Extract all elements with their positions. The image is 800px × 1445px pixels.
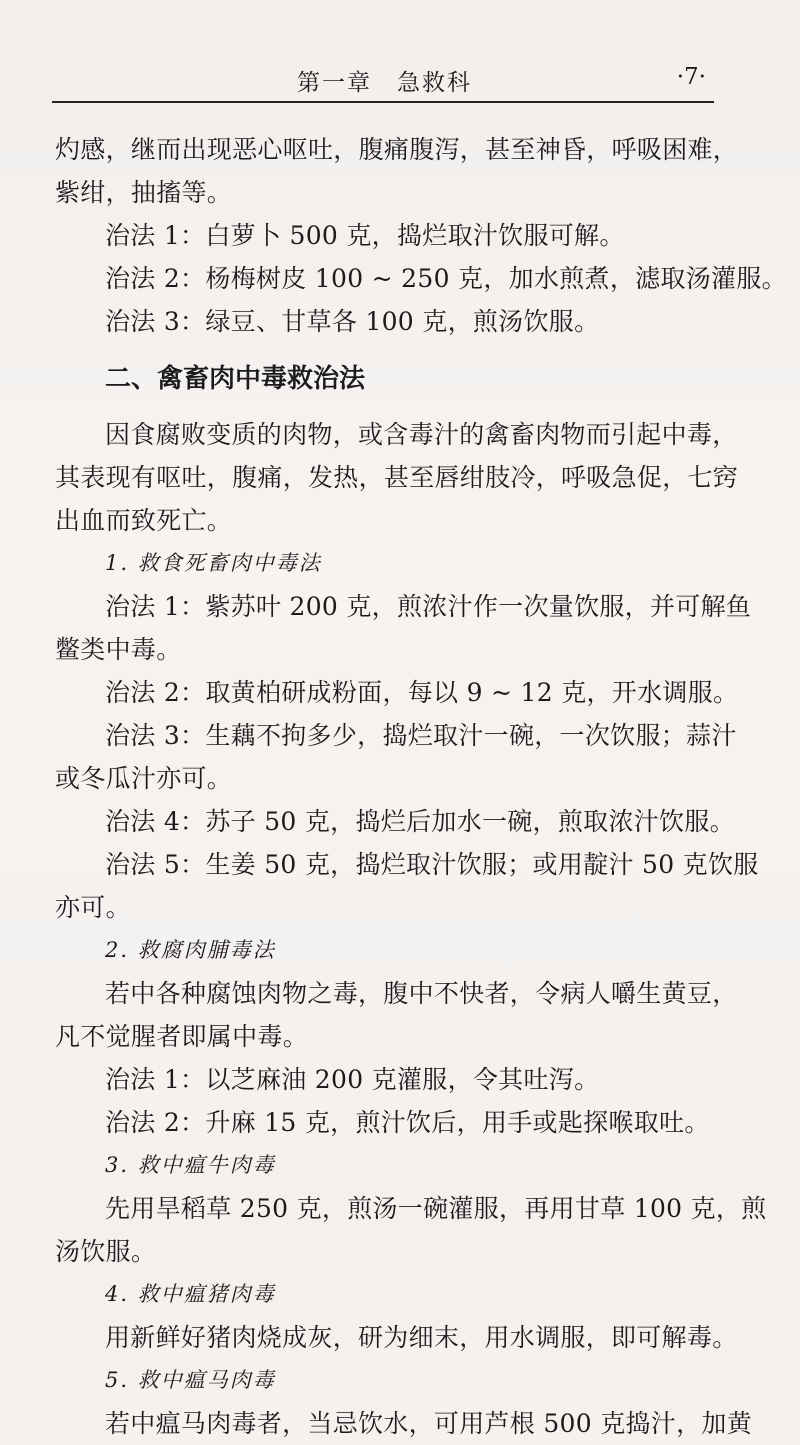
section-heading: 二、禽畜肉中毒救治法 — [105, 364, 366, 394]
text-line: 若中瘟马肉毒者，当忌饮水，可用芦根 500 克捣汁，加黄 — [105, 1409, 753, 1438]
body-text — [55, 128, 787, 1445]
text-line: 先用旱稻草 250 克，煎汤一碗灌服，再用甘草 100 克，煎 — [105, 1194, 767, 1223]
header-rule — [52, 101, 714, 103]
text-line: 治法 5：生姜 50 克，捣烂取汁饮服；或用靛汁 50 克饮服 — [105, 850, 759, 879]
chapter-title: 第一章 急救科 — [297, 70, 472, 96]
text-line: 鳖类中毒。 — [55, 635, 182, 664]
text-line: 凡不觉腥者即属中毒。 — [55, 1022, 309, 1051]
text-line: 出血而致死亡。 — [55, 506, 233, 535]
subsection-heading: 5. 救中瘟马肉毒 — [105, 1368, 276, 1392]
text-line: 治法 1：以芝麻油 200 克灌服，令其吐泻。 — [105, 1065, 600, 1094]
subsection-heading: 3. 救中瘟牛肉毒 — [105, 1153, 276, 1177]
subsection-heading: 4. 救中瘟猪肉毒 — [105, 1282, 276, 1306]
text-line: 亦可。 — [55, 893, 131, 922]
text-line: 用新鲜好猪肉烧成灰，研为细末，用水调服，即可解毒。 — [105, 1323, 738, 1352]
text-line: 或冬瓜汁亦可。 — [55, 764, 233, 793]
text-line: 治法 3：生藕不拘多少，捣烂取汁一碗，一次饮服；蒜汁 — [105, 721, 737, 750]
text-line: 治法 2：升麻 15 克，煎汁饮后，用手或匙探喉取吐。 — [105, 1108, 710, 1137]
text-line: 因食腐败变质的肉物，或含毒汁的禽畜肉物而引起中毒， — [105, 420, 738, 449]
text-line: 灼感，继而出现恶心呕吐，腹痛腹泻，甚至神昏，呼吸困难， — [55, 135, 739, 164]
text-line: 治法 1：白萝卜 500 克，捣烂取汁饮服可解。 — [105, 221, 625, 250]
text-line: 治法 4：苏子 50 克，捣烂后加水一碗，煎取浓汁饮服。 — [105, 807, 735, 836]
text-line: 治法 2：杨梅树皮 100 ~ 250 克，加水煎煮，滤取汤灌服。 — [105, 264, 787, 293]
text-line: 汤饮服。 — [55, 1237, 157, 1266]
subsection-heading: 2. 救腐肉脯毒法 — [105, 938, 276, 962]
subsection-heading: 1. 救食死畜肉中毒法 — [105, 551, 322, 575]
page-number: ·7· — [676, 64, 706, 90]
text-line: 治法 1：紫苏叶 200 克，煎浓汁作一次量饮服，并可解鱼 — [105, 592, 752, 621]
text-line: 紫绀，抽搐等。 — [55, 178, 233, 207]
text-line: 其表现有呕吐，腹痛，发热，甚至唇绀肢冷，呼吸急促，七窍 — [55, 463, 739, 492]
text-line: 若中各种腐蚀肉物之毒，腹中不快者，令病人嚼生黄豆， — [105, 979, 738, 1008]
text-line: 治法 2：取黄柏研成粉面，每以 9 ~ 12 克，开水调服。 — [105, 678, 739, 707]
running-header — [52, 64, 714, 98]
text-line: 治法 3：绿豆、甘草各 100 克，煎汤饮服。 — [105, 307, 600, 336]
